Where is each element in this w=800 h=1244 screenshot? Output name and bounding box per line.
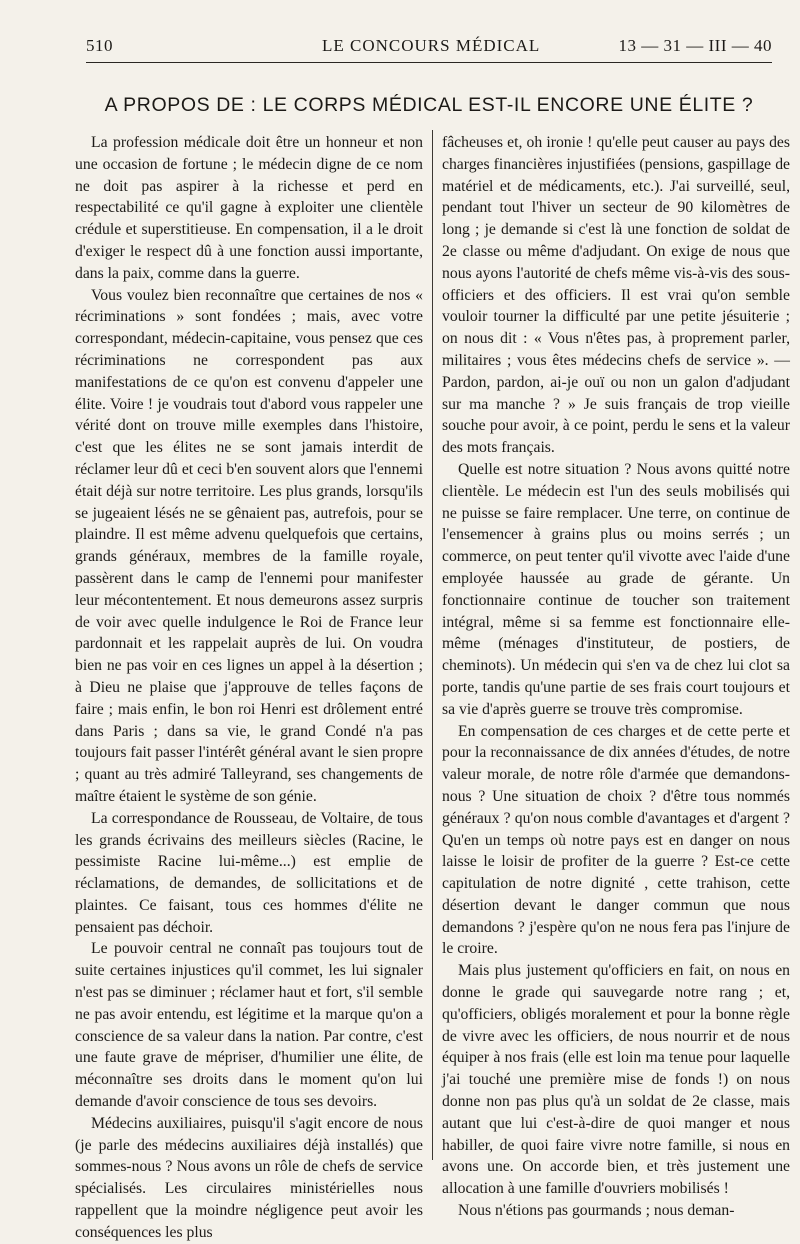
paragraph: Vous voulez bien reconnaître que certaines de nos « récriminations » sont fondées ; mais, avec votre correspondant, médecin-capitaine, vous pensez que ces récriminations ne correspondent pas aux manifestations de ce qu'on est convenu d'appeler une élite. Voire ! je voudrais tout d'abord vous rappeler une vérité dont on trouve mille exemples dans l'histoire, c'est que les élites ne se sont jamais interdit de réclamer leur dû et ceci b'en souvent alors que l'ennemi était déjà sur notre territoire. Les plus grands, lorsqu'ils se jugeaient lésés ne se gênaient pas, autrefois, pour se plaindre. Il est même advenu quelquefois que certains, grands généraux, membres de la famille royale, passèrent dans le camp de l'ennemi pour manifester leur mécontentement. Et nous demeurons assez surpris de voir avec quelle indulgence le Roi de France leur pardonnait et les rappelait auprès de lui. On voudra bien ne pas voir en ces lignes un appel à la désertion ; à Dieu ne plaise que j'approuve de telles façons de faire ; mais enfin, le bon roi Henri est drôlement entré dans Paris ; dans sa vie, le grand Condé n'a pas toujours fait passer l'intérêt général avant le sien propre ; quant au très admiré Talleyrand, ses changements de maître étaient le système de son génie. <box>75 286 423 805</box>
issue-reference: 13 — 31 — III — 40 <box>618 36 772 55</box>
paragraph: La correspondance de Rousseau, de Voltaire, de tous les grands écrivains des meilleurs siècles (Racine, le pessimiste Racine lui-même...) est emplie de réclamations, de demandes, de sollicitations et de plaintes. Ce faisant, tous ces hommes d'élite ne pensaient pas déchoir. <box>75 809 423 936</box>
paragraph: La profession médicale doit être un honneur et non une occasion de fortune ; le médecin digne de ce nom ne doit pas aspirer à la richesse et perd en respectabilité ce qu'il gagne à exploiter une clientèle crédule et superstitieuse. En compensation, il a le droit d'exiger le respect dû à une fonction aussi importante, dans la paix, comme dans la guerre. <box>75 134 423 282</box>
paragraph: Médecins auxiliaires, puisqu'il s'agit encore de nous (je parle des médecins auxiliaires déjà installés) que sommes-nous ? Nous avons un rôle de chefs de service spécialisés. Les circulaires ministérielles nous rappellent que la moindre négligence peut avoir les conséquences les plus <box>75 1114 423 1241</box>
paragraph: Quelle est notre situation ? Nous avons quitté notre clientèle. Le médecin est l'un des seuls mobilisés qui ne puisse se faire remplacer. Une terre, on continue de l'ensemencer à grains plus ou moins serrés ; un commerce, on peut tenter qu'il vivotte avec l'aide d'une employée haussée au grade de gérante. Un fonctionnaire continue de toucher son traitement intégral, même si sa femme est fonctionnaire elle-même (ménages d'instituteur, de postiers, de cheminots). Un médecin qui s'en va de chez lui clot sa porte, tandis qu'une partie de ses frais court toujours et sa vie d'après guerre se trouve très compromise. <box>442 460 790 718</box>
paragraph: Nous n'étions pas gourmands ; nous deman- <box>458 1202 735 1220</box>
column-divider <box>432 130 433 1160</box>
paragraph: fâcheuses et, oh ironie ! qu'elle peut causer au pays des charges financières injustifiées (pensions, gaspillage de matériel et de médicaments, etc.). J'ai surveillé, seul, pendant tout l'hiver un secteur de 90 kilomètres de long ; je demande si c'est là une fonction de soldat de 2e classe ou même d'adjudant. On exige de nous que nous ayons l'autorité de chefs même vis-à-vis des sous-officiers et des officiers. Il est vrai qu'on semble vouloir tourner la difficulté par une petite jésuiterie ; on nous dit : « Vous n'êtes pas, à proprement parler, militaires ; vous êtes médecins chefs de service ». — Pardon, pardon, ai-je ouï ou non un galon d'adjudant sur ma manche ? » Je suis français de trop vieille souche pour avoir, à ce point, perdu le sens et la valeur des mots français. <box>442 134 790 457</box>
right-column <box>442 132 790 1222</box>
page-number: 510 <box>86 36 113 55</box>
left-column <box>75 132 423 1244</box>
paragraph: En compensation de ces charges et de cette perte et pour la reconnaissance de dix années d'études, de notre valeur morale, de notre rôle d'armée que demandons-nous ? Une situation de choix ? d'être tous nommés généraux ? qu'on nous comble d'avantages et d'argent ? Qu'en un temps où notre pays est en danger on nous laisse le loisir de profiter de la guerre ? Est-ce cette capitulation de notre dignité , cette trahison, cette désertion devant le danger commun que nous demandons ? j'espère qu'on ne nous fera pas l'injure de le croire. <box>442 722 790 958</box>
journal-title: LE CONCOURS MÉDICAL <box>322 36 541 55</box>
paragraph: Le pouvoir central ne connaît pas toujours tout de suite certaines injustices qu'il commet, les lui signaler n'est pas se diminuer ; réclamer haut et fort, s'il semble ne pas avoir entendu, est légitime et la marque qu'on a conscience de sa valeur dans la nation. Par contre, c'est une faute grave de mépriser, d'humilier une élite, de méconnaître ses droits dans le moment qu'on lui demande d'avoir conscience de tous ses devoirs. <box>75 940 423 1111</box>
paragraph: Mais plus justement qu'officiers en fait, on nous en donne le grade qui sauvegarde notre rang ; et, qu'officiers, obligés moralement et pour la bonne règle de vivre avec les officiers, de nous nourrir et de nous équiper à nos frais (elle est loin ma tenue pour laquelle j'ai touché une première mise de fonds !) on nous donne non pas plus qu'à un soldat de 2e classe, mais autant que lui c'est-à-dire de quoi manger et nous habiller, de quoi faire vivre notre famille, si nous en avons une. On accorde bien, et très justement une allocation à une famille d'ouvriers mobilisés ! <box>442 962 790 1198</box>
header-rule <box>86 62 772 63</box>
article-title: A PROPOS DE : LE CORPS MÉDICAL EST-IL ENCORE UNE ÉLITE ? <box>104 94 754 116</box>
